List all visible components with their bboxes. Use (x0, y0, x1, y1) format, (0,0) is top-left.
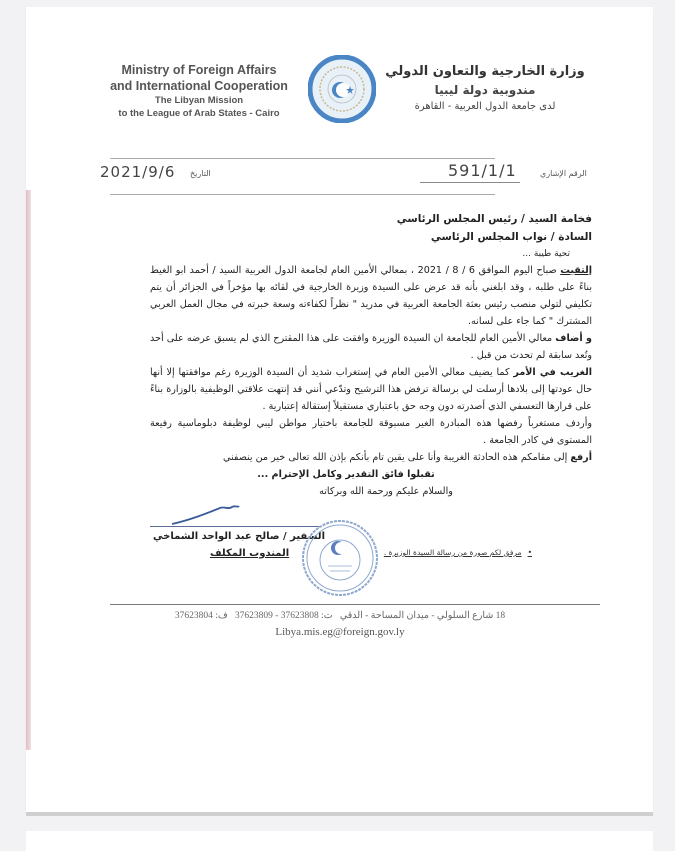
greeting: تحية طيبة ... (522, 249, 570, 259)
closing-line: تقبلوا فائق التقدير وكامل الإحترام ... (257, 469, 435, 480)
footer-phone-label: ت (323, 611, 333, 621)
attachment-bullet: • (527, 548, 532, 557)
footer-email[interactable]: Libya.mis.eg@foreign.gov.ly (275, 626, 405, 638)
next-page-preview (26, 831, 653, 851)
page-edge-shadow (26, 190, 31, 750)
salutation: والسلام عليكم ورحمة الله وبركاته (319, 486, 453, 497)
arabic-ministry-line: وزارة الخارجية والتعاون الدولي (385, 64, 585, 79)
reference-underline (420, 182, 520, 183)
reference-number-value: 591/1/1 (448, 161, 517, 180)
footer-address-row: 18 شارع السلولي - ميدان المساحة - الدقي ت: 37623808 - 37623809 ف: 37623804 (174, 611, 506, 621)
signature-and-attachment-row (110, 502, 592, 598)
paragraph-3-text: كما يضيف معالي الأمين العام في إستغراب شديد أن السيدة الوزيرة رغم موافقتها إلا أنها حال عودتها إلى بلادها أرسلت لي برسالة ترفض هذا الترشيح وتدّعي أنني قد إنتهت علاقتي الوظيفية بالوزارة بناءً على قرارها التعسفي الذي أصدرته دون وجه حق باعتباري مستقيلاً إستقالة إعتبارية . (150, 367, 592, 412)
date-value: 2021/9/6 (100, 163, 176, 181)
date-label: التاريخ (190, 169, 211, 178)
crescent-star-emblem-icon (308, 55, 376, 123)
signature-line (150, 526, 320, 527)
letter-content (110, 210, 592, 640)
ambassador-title: المندوب المكلف (210, 548, 290, 559)
paragraph-5 (150, 449, 592, 466)
paragraph-1 (150, 262, 592, 330)
footer-fax-label: ف (217, 611, 228, 621)
attachment-note (332, 548, 532, 558)
reference-divider-top (110, 158, 495, 159)
paragraph-5-lead: أرفع (570, 452, 592, 463)
paragraph-2 (150, 330, 592, 364)
footer-divider (110, 604, 600, 605)
attachment-text: مرفق لكم صورة من رسالة السيدة الوزيرة . (383, 548, 522, 557)
addressee-president: فخامة السيد / رئيس المجلس الرئاسي (396, 213, 592, 225)
signature-scrawl-icon (170, 502, 240, 527)
paragraph-1-lead: إلتقيت (560, 265, 592, 276)
english-ministry-line2: and International Cooperation (110, 79, 288, 93)
paragraph-4 (150, 415, 592, 449)
english-location-line: to the League of Arab States - Cairo (118, 108, 280, 119)
english-mission-line: The Libyan Mission (154, 95, 244, 106)
english-ministry-line1: Ministry of Foreign Affairs (121, 63, 277, 77)
english-letterhead (104, 62, 294, 120)
arabic-location-line: لدى جامعة الدول العربية - القاهرة (414, 101, 556, 112)
arabic-letterhead (385, 62, 585, 115)
paragraph-1-text: صباح اليوم الموافق 6 / 8 / 2021 ، بمعالي الأمين العام لجامعة الدول العربية السيد / أحمد ابو الغيط بناءً على طلبه ، وقد ابلغني بأنه قد عرض على السيدة وزيرة الخارجية في لقائه بها مؤخراً في الجزائر أن يتم تكليفي لتولي منصب رئيس بعثة الجامعة العربية في مدريد " نظراً لكفاءته وسعة خبرته في مجال العمل العربي المشترك " كما جاء على لسانه. (150, 265, 592, 327)
arabic-mission-line: مندوبية دولة ليبيا (434, 83, 536, 97)
ambassador-name: السفير / صالح عبد الواحد الشماخي (153, 531, 325, 542)
paragraph-2-lead: و أضاف (555, 333, 592, 344)
footer-phones: 37623808 - 37623809 (234, 611, 319, 621)
official-stamp-icon (300, 518, 380, 598)
addressee-deputies: السادة / نواب المجلس الرئاسي (430, 231, 592, 243)
paragraph-5-text: إلى مقامكم هذه الحادثة الغريبة وأنا على يقين تام بأنكم بإذن الله تعالى خير من ينصفني (222, 452, 571, 463)
paragraph-3 (150, 364, 592, 415)
paragraph-2-text: معالي الأمين العام للجامعة ان السيدة الوزيرة وافقت على هذا المقترح الذي لم يسبق عرضه على أحد وتُعد سابقة لم تحدث من قبل . (150, 333, 592, 361)
paragraph-3-lead: الغريب في الأمر (513, 367, 592, 378)
footer-address: 18 شارع السلولي - ميدان المساحة - الدقي (339, 611, 506, 621)
page-bottom-edge (26, 812, 653, 816)
paragraph-4-text: وأردف مستغرباً رفضها هذه المبادرة الغير مسبوقة للجامعة باختيار مواطن ليبي لوظيفة دبلوماسية رفيعة المستوى في كادر الجامعة . (150, 418, 592, 446)
footer-fax: 37623804 (174, 611, 213, 621)
reference-number-label: الرقم الإشاري (540, 169, 587, 178)
reference-divider-bottom (110, 194, 495, 195)
letter-body (150, 210, 592, 500)
